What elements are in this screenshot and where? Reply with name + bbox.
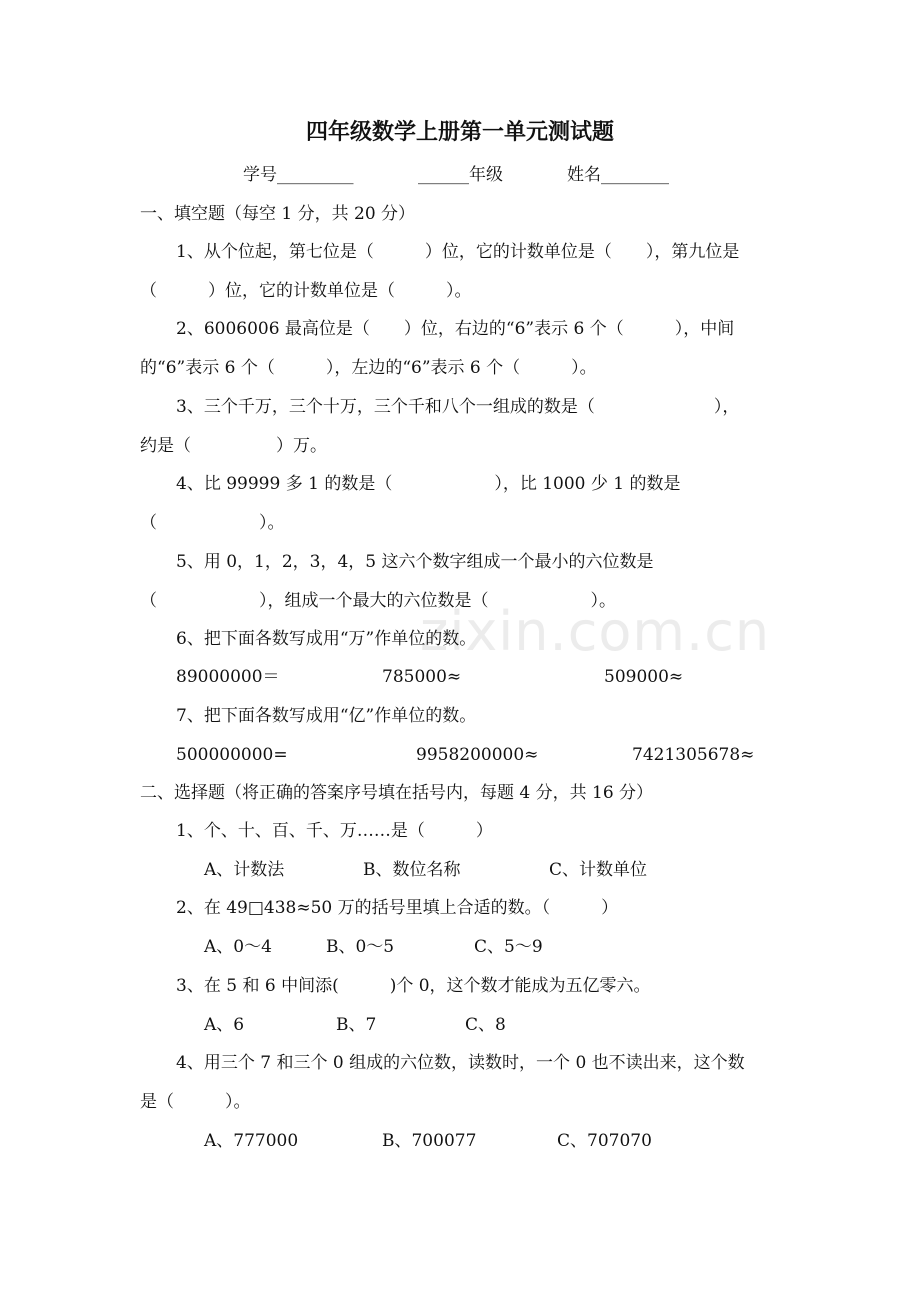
question-1-1-line2: （ ）位，它的计数单位是（ ）。: [140, 281, 472, 301]
question-2-2: 2、在 49□438≈50 万的括号里填上合适的数。（ ）: [176, 898, 619, 918]
question-1-5-line1: 5、用 0，1，2，3，4，5 这六个数字组成一个最小的六位数是: [176, 552, 654, 572]
question-1-4-line1: 4、比 99999 多 1 的数是（ ），比 1000 少 1 的数是: [176, 474, 681, 494]
name-field: 姓名________: [567, 165, 669, 185]
question-1-2-line1: 2、6006006 最高位是（ ）位，右边的“6”表示 6 个（ ），中间: [176, 319, 735, 339]
page-title: 四年级数学上册第一单元测试题: [305, 120, 614, 145]
option: A、6: [204, 1015, 245, 1035]
question-1-7-item: 7421305678≈: [632, 745, 755, 765]
question-1-6-item: 509000≈: [604, 667, 684, 687]
option: A、计数法: [204, 860, 285, 880]
student-number-field: 学号_________: [243, 165, 354, 185]
question-2-3: 3、在 5 和 6 中间添( )个 0，这个数才能成为五亿零六。: [176, 976, 651, 996]
question-1-7: 7、把下面各数写成用“亿”作单位的数。: [176, 706, 477, 726]
question-1-5-line2: （ ），组成一个最大的六位数是（ ）。: [140, 591, 616, 611]
question-1-3-line2: 约是（ ）万。: [140, 436, 327, 456]
question-1-3-line1: 3、三个千万，三个十万，三个千和八个一组成的数是（ ），: [176, 397, 740, 417]
question-1-6-item: 785000≈: [382, 667, 462, 687]
question-1-1-line1: 1、从个位起，第七位是（ ）位，它的计数单位是（ ），第九位是: [176, 242, 740, 262]
watermark: zixin.com.cn: [420, 600, 771, 663]
option: B、数位名称: [363, 860, 461, 880]
question-1-4-line2: （ ）。: [140, 513, 285, 533]
option: B、0～5: [326, 937, 395, 957]
question-2-4-line1: 4、用三个 7 和三个 0 组成的六位数，读数时，一个 0 也不读出来，这个数: [176, 1053, 745, 1073]
question-1-2-line2: 的“6”表示 6 个（ ），左边的“6”表示 6 个（ ）。: [140, 358, 597, 378]
question-2-4-line2: 是（ ）。: [140, 1092, 251, 1112]
option: B、7: [336, 1015, 377, 1035]
question-1-7-item: 500000000=: [176, 745, 288, 765]
option: A、0～4: [204, 937, 272, 957]
option: B、700077: [382, 1131, 477, 1151]
question-1-7-item: 9958200000≈: [416, 745, 539, 765]
option: C、5～9: [474, 937, 543, 957]
question-1-6: 6、把下面各数写成用“万”作单位的数。: [176, 629, 477, 649]
section2-heading: 二、选择题（将正确的答案序号填在括号内，每题 4 分，共 16 分）: [140, 783, 654, 803]
question-2-1: 1、个、十、百、千、万……是（ ）: [176, 821, 493, 841]
question-1-6-item: 89000000＝: [176, 667, 280, 687]
option: C、8: [465, 1015, 506, 1035]
grade-field: ______年级: [418, 165, 503, 185]
option: A、777000: [204, 1131, 299, 1151]
section1-heading: 一、填空题（每空 1 分，共 20 分）: [140, 204, 416, 224]
option: C、707070: [557, 1131, 652, 1151]
option: C、计数单位: [549, 860, 648, 880]
